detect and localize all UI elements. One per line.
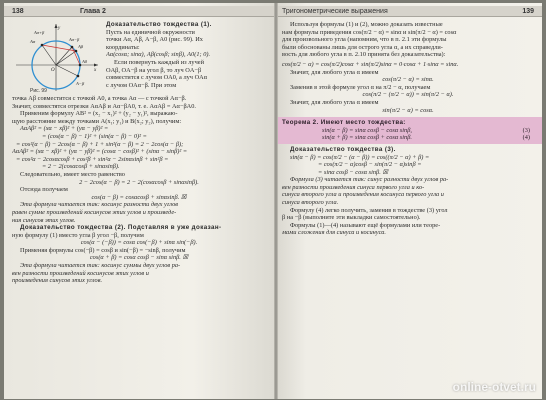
label-a-minus-beta: A−β xyxy=(76,81,85,86)
text-line: нам формулы приведения cos(π/2 − α) = sinα и sin(π/2 − α) = cosα xyxy=(282,28,457,36)
text-line: щую расстояние между точками A(x₁; y₁) и B(x₂; y₂), получим: xyxy=(12,117,182,125)
book-spread xyxy=(4,3,542,399)
fig-line: Если повернуть каждый из лучей xyxy=(114,58,204,66)
unit-circle-figure xyxy=(12,21,104,95)
watermark: online-otvet.ru xyxy=(452,380,536,394)
equation-number-4: (4) xyxy=(522,134,530,142)
text-line: синуса второго угла и произведения косинуса первого угла и xyxy=(282,191,444,199)
text-line: Формулу (4) легко получить, заменив в тождестве (3) угол xyxy=(290,206,448,214)
section-title: Тригонометрические выражения xyxy=(282,7,388,15)
text-line: Заменив в этой формуле угол α на π/2 − α, получаем xyxy=(290,83,431,91)
label-x: x xyxy=(94,68,97,73)
theorem-equation xyxy=(282,127,534,135)
formula-line: = (cos(α − β) − 1)² + (sin(α − β) − 0)² = xyxy=(42,132,147,140)
point-a0 xyxy=(79,64,82,67)
text-line: были обоснованы лишь для острого угла α, а их справедли- xyxy=(282,43,443,51)
text-line: ную формулу (1) вместо угла β угол −β, получим xyxy=(12,231,144,239)
formula-line: = 2 − 2(cosαcosβ + sinαsinβ). xyxy=(42,163,120,171)
point-a-alpha xyxy=(41,44,44,47)
equation-number-3: (3) xyxy=(522,126,530,134)
formula-line: cos(α + β) = cosα cosβ − sinα sinβ. ☒ xyxy=(89,254,189,262)
right-page xyxy=(274,3,542,399)
label-a-alpha-minus-beta: Aα−β xyxy=(69,37,80,42)
fig-line: координаты: xyxy=(106,43,140,51)
text-line: вен разности произведения синуса первого угла и ко- xyxy=(282,183,425,191)
fig-line: с лучом OAα−β. При этом xyxy=(106,81,177,89)
text-line: Применяя формулы cos(−β) = cosβ и sin(−β) = −sinβ, получим xyxy=(20,246,186,254)
formula-line: = sinα cosβ − cosα sinβ. ☒ xyxy=(318,168,389,176)
formula-line: = cos²(α − β) − 2cos(α − β) + 1 + sin²(α − β) = 2 − 2cos(α − β); xyxy=(16,140,184,148)
proof-3-title: Доказательство тождества (3). xyxy=(290,145,396,153)
theorem-title: Теорема 2. Имеют место тождества: xyxy=(282,119,406,127)
formula-line: = cos(π/2 − α)cosβ − sin(π/2 − α)sinβ = xyxy=(318,161,422,169)
text-line: ния синусов этих углов. xyxy=(12,216,76,224)
left-page-number: 138 xyxy=(12,7,24,15)
right-page-number: 139 xyxy=(522,7,534,15)
formula-line: AαAβ² = (xα − xβ)² + (yα − yβ)² = (cosα − cosβ)² + (sinα − sinβ)² = xyxy=(12,148,188,156)
fig-line: Пусть на единичной окружности xyxy=(106,28,195,36)
fig-line: Доказательство тождества (1). xyxy=(106,21,212,28)
left-running-header xyxy=(4,6,274,17)
text-line: вость для любого угла в п. 2.10 принята без доказательства): xyxy=(282,51,446,59)
point-a-minus-beta xyxy=(77,75,80,78)
text-line: Формула (3) читается так: синус разности двух углов ра- xyxy=(290,176,449,184)
formula-line: 2 − 2cos(α − β) = 2 − 2(cosαcosβ + sinαsinβ). xyxy=(79,178,199,186)
right-running-header xyxy=(274,6,542,17)
fig-line: точки Aα, Aβ, A−β, A0 (рис. 99). Их xyxy=(106,36,203,44)
text-line: Эта формула читается так: косинус суммы двух углов ра- xyxy=(20,262,181,270)
figure-block xyxy=(12,21,266,95)
formula-line: cos(α − β) = cosαcosβ + sinαsinβ. ☒ xyxy=(91,193,187,201)
text-line: равен сумме произведений косинусов этих углов и произведе- xyxy=(12,208,177,216)
formula-line: sin(π/2 − α) = cosα. xyxy=(382,106,434,114)
fig-line: OAβ, OA−β на угол β, то луч OA−β xyxy=(106,66,202,74)
formula-line: cos(π/2 − α) = cos(π/2)cosα + sin(π/2)sinα = 0·cosα + 1·sinα = sinα. xyxy=(282,60,459,68)
text-line: β на −β (выполните эти выкладки самостоятельно). xyxy=(282,214,421,222)
ray-minus-beta xyxy=(56,65,78,76)
chapter-title: Глава 2 xyxy=(80,7,106,15)
point-a-beta xyxy=(75,50,78,53)
formula-line: cos(π/2 − α) = sinα. xyxy=(382,76,434,84)
fig-line: Aα(cosα; sinα), Aβ(cosβ; sinβ), A0(1; 0). xyxy=(106,51,211,59)
label-a-alpha: Aα xyxy=(30,39,36,44)
text-line: произведения синусов этих углов. xyxy=(12,277,103,285)
ray-beta xyxy=(56,51,76,65)
figure-side-text xyxy=(104,21,266,95)
text-line: Значит, совместятся отрезки AαAβ и Aα−βA0, т. е. AαAβ = Aα−βA0. xyxy=(12,102,196,110)
label-a-beta: Aβ xyxy=(78,44,84,49)
text-line: Используя формулы (1) и (2), можно доказать известные xyxy=(290,21,443,28)
ray-alpha xyxy=(42,45,56,65)
text-line: Значит, для любого угла α имеем xyxy=(290,98,379,106)
text-line: вен разности произведений косинусов этих углов и xyxy=(12,269,149,277)
equation-3: sin(α − β) = sinα cosβ − cosα sinβ, xyxy=(322,126,412,134)
formula-line: cos(α − (−β)) = cosα cos(−β) + sinα sin(−β). xyxy=(80,239,198,247)
text-line: мами сложения для синуса и косинуса. xyxy=(282,229,387,237)
text-line: точка Aβ совместится с точкой A0, а точка Aα — с точкой Aα−β. xyxy=(12,95,187,102)
proof-2-title: Доказательство тождества (2). Подставляя в уже доказан- xyxy=(20,224,222,232)
label-origin: O xyxy=(51,68,55,73)
book-gutter xyxy=(274,3,278,399)
formula-line: AαAβ² = (xα − xβ)² + (yα − yβ)² = xyxy=(20,125,109,133)
formula-line: sin(α − β) = cos(π/2 − (α − β)) = cos((π/2 − α) + β) = xyxy=(290,153,430,161)
formula-line: cos(π/2 − (π/2 − α)) = sin(π/2 − α). xyxy=(362,91,454,99)
figure-caption: Рис. 99 xyxy=(30,88,47,94)
unit-circle-diagram xyxy=(12,21,104,95)
x-axis-arrow xyxy=(94,64,98,67)
label-y: y xyxy=(58,26,61,31)
label-a0: A0 xyxy=(82,59,88,64)
left-page xyxy=(4,3,274,399)
theorem-equation xyxy=(282,134,534,142)
label-a-alpha-plus-beta: Aα+β xyxy=(34,30,45,35)
text-line: синуса второго угла. xyxy=(282,199,339,207)
fig-line: совместится с лучом OA0, а луч OAα xyxy=(106,74,208,82)
formula-line: = cos²α − 2cosαcosβ + cos²β + sin²α − 2sinαsinβ + sin²β = xyxy=(16,155,169,163)
theorem-box xyxy=(274,117,542,144)
text-line: Следовательно, имеет место равенство xyxy=(20,170,125,178)
text-line: Эта формула читается так: косинус разности двух углов xyxy=(20,201,179,209)
text-line: Формулы (1)—(4) называют ещё формулами или теоре- xyxy=(290,221,441,229)
text-line: Применим формулу AB² = (x₂ − x₁)² + (y₂ − y₁)², выражаю- xyxy=(20,110,178,118)
text-line: Значит, для любого угла α имеем xyxy=(290,68,379,76)
point-a-alpha-minus-beta xyxy=(71,46,74,49)
text-line: для произвольного угла (напомним, что в п. 2.1 эти формулы xyxy=(282,36,447,44)
text-line: Отсюда получаем xyxy=(20,186,68,194)
equation-4: sin(α + β) = sinα cosβ + cosα sinβ. xyxy=(322,134,412,142)
